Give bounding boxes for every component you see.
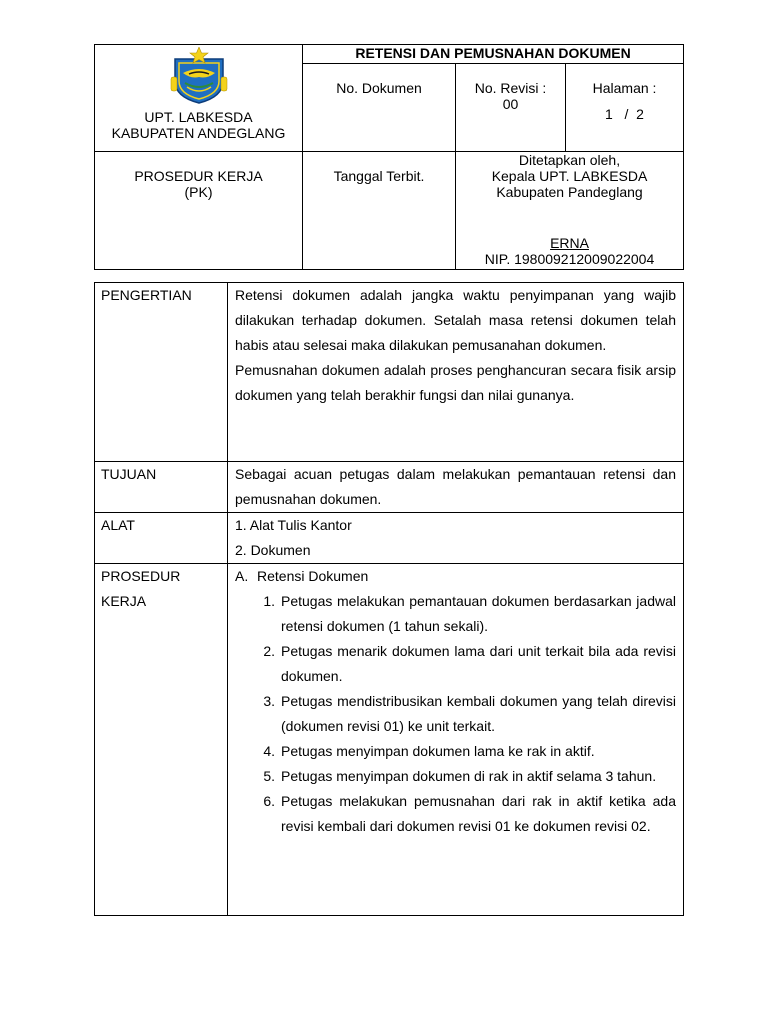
unit-name-line1: UPT. LABKESDA (144, 109, 253, 125)
halaman-cell (566, 64, 684, 152)
procedure-step (235, 789, 676, 839)
prosedur-kerja-content (228, 564, 684, 916)
pengertian-paragraph-1: Retensi dokumen adalah jangka waktu penyimpanan yang wajib dilakukan terhadap dokumen. Setalah masa retensi dokumen telah habis atau selesai maka dilakukan pemusanahan dokumen. (235, 287, 676, 353)
procedure-step-number: 2. (263, 643, 275, 659)
no-revisi-cell (456, 64, 566, 152)
approver-name: ERNA (550, 235, 589, 251)
no-dokumen-label: No. Dokumen (336, 80, 422, 96)
no-dokumen-cell (303, 64, 456, 152)
approver-line1: Ditetapkan oleh, (518, 152, 621, 168)
procedure-step-text: Petugas melakukan pemusnahan dari rak in aktif ketika ada revisi kembali dari dokumen revisi 01 ke dokumen revisi 02. (281, 793, 676, 834)
approver-line3: Kabupaten Pandeglang (496, 184, 643, 200)
unit-identity-cell (95, 45, 303, 152)
alat-label: ALAT (95, 513, 228, 564)
procedure-step-text: Petugas menyimpan dokumen di rak in aktif selama 3 tahun. (281, 768, 657, 784)
tujuan-content (228, 462, 684, 513)
procedure-step (235, 589, 676, 639)
procedure-step (235, 639, 676, 689)
tujuan-text: Sebagai acuan petugas dalam melakukan pemantauan retensi dan pemusnahan dokumen. (235, 466, 676, 507)
pk-label-line1: PROSEDUR KERJA (134, 168, 263, 184)
tanggal-terbit-label: Tanggal Terbit. (333, 168, 425, 184)
prosedur-label-line2: KERJA (101, 593, 147, 609)
procedure-step-number: 3. (263, 693, 275, 709)
procedure-step-number: 6. (263, 793, 275, 809)
pengertian-paragraph-2: Pemusnahan dokumen adalah proses penghancuran secara fisik arsip dokumen yang telah berakhir fungsi dan nilai gunanya. (235, 362, 676, 403)
regency-crest-icon (167, 45, 231, 107)
section-a-title: Retensi Dokumen (257, 568, 369, 584)
no-revisi-label: No. Revisi : (474, 80, 547, 96)
no-revisi-value: 00 (502, 96, 519, 112)
prosedur-kerja-label (95, 564, 228, 916)
alat-content (228, 513, 684, 564)
procedure-step-number: 1. (263, 593, 275, 609)
alat-item-2: 2. Dokumen (235, 542, 311, 558)
halaman-value: 1 / 2 (605, 106, 644, 122)
document-header-table (94, 44, 684, 270)
tujuan-label: TUJUAN (95, 462, 228, 513)
alat-item-1: 1. Alat Tulis Kantor (235, 517, 352, 533)
procedure-step-number: 4. (263, 743, 275, 759)
approver-nip: NIP. 198009212009022004 (484, 251, 655, 267)
approver-line2: Kepala UPT. LABKESDA (491, 168, 648, 184)
approver-cell (456, 152, 684, 270)
procedure-step (235, 739, 676, 764)
procedure-steps-list (235, 589, 676, 839)
procedure-step (235, 689, 676, 739)
pengertian-content (228, 283, 684, 462)
pengertian-label: PENGERTIAN (95, 283, 228, 462)
procedure-body-table (94, 282, 684, 916)
unit-name-line2: KABUPATEN ANDEGLANG (111, 125, 286, 141)
procedure-step-number: 5. (263, 768, 275, 784)
tanggal-terbit-cell (303, 152, 456, 270)
procedure-step-text: Petugas menyimpan dokumen lama ke rak in aktif. (281, 743, 595, 759)
halaman-label: Halaman : (592, 80, 657, 96)
procedure-step-text: Petugas melakukan pemantauan dokumen berdasarkan jadwal retensi dokumen (1 tahun sekali). (281, 593, 676, 634)
section-a-number: A. (235, 568, 249, 584)
prosedur-label-line1: PROSEDUR (101, 568, 181, 584)
document-title: RETENSI DAN PEMUSNAHAN DOKUMEN (303, 45, 684, 64)
pk-cell (95, 152, 303, 270)
procedure-step-text: Petugas mendistribusikan kembali dokumen yang telah direvisi (dokumen revisi 01) ke unit terkait. (281, 693, 676, 734)
section-a-heading (235, 564, 676, 589)
procedure-step (235, 764, 676, 789)
procedure-step-text: Petugas menarik dokumen lama dari unit terkait bila ada revisi dokumen. (281, 643, 676, 684)
pk-label-line2: (PK) (184, 184, 213, 200)
